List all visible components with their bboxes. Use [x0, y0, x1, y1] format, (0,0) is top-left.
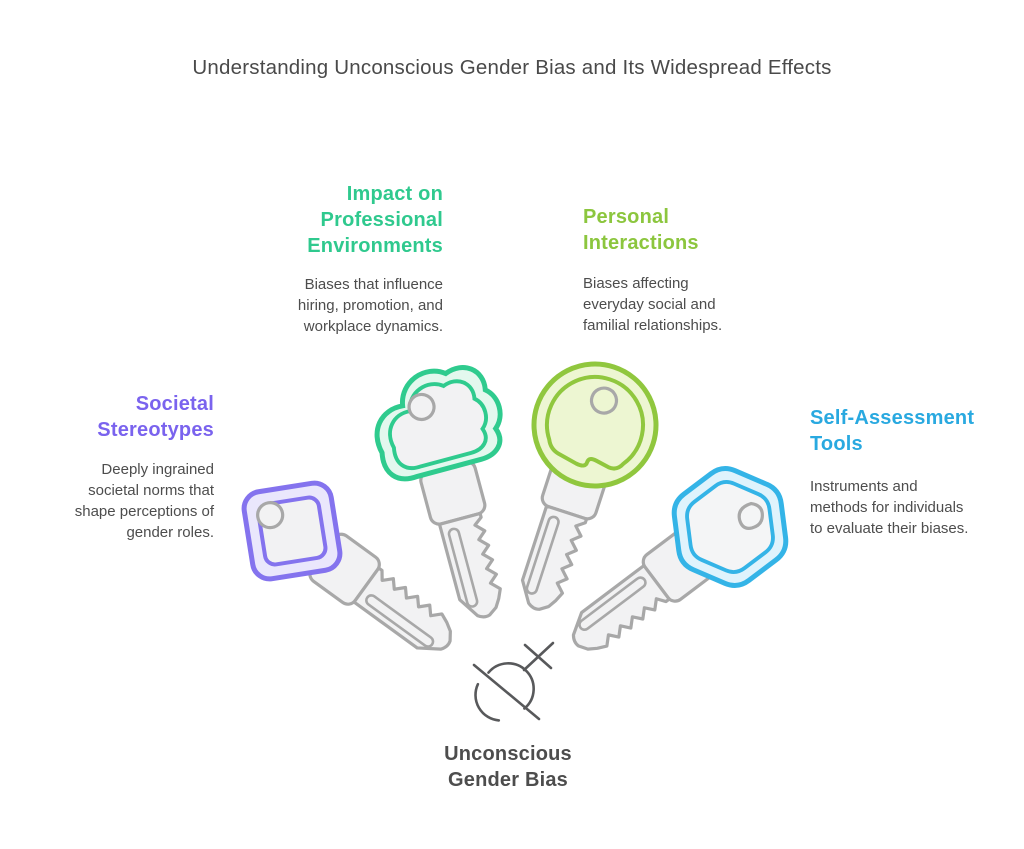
key-shaft [515, 506, 586, 615]
topic-societal-stereotypes [24, 391, 214, 543]
icon-circle-arc-upper [489, 663, 534, 708]
topic-description: Biases that influence hiring, promotion, and workplace dynamics. [297, 276, 443, 335]
topic-self-assessment-tools [810, 405, 995, 539]
topic-description: Instruments and methods for individuals to evaluate their biases. [810, 478, 969, 537]
slashed-gender-symbol-icon [474, 643, 553, 720]
icon-circle-arc-lower [476, 684, 499, 720]
topic-heading: Impact on Professional Environments [307, 183, 443, 257]
key-shaft [354, 568, 460, 661]
topic-heading: Personal Interactions [583, 206, 699, 254]
topic-impact-professional-environments [273, 181, 443, 337]
center-label: Unconscious Gender Bias [444, 743, 572, 791]
topic-heading: Societal Stereotypes [97, 393, 214, 441]
topic-personal-interactions [583, 204, 758, 336]
page-title: Understanding Unconscious Gender Bias and Its Widespread Effects [192, 56, 832, 79]
topic-heading: Self-Assessment Tools [810, 407, 975, 455]
key-shaft [563, 566, 669, 660]
topic-description: Deeply ingrained societal norms that shape perceptions of gender roles. [74, 461, 214, 541]
key-head-outer [518, 348, 672, 502]
topic-description: Biases affecting everyday social and familial relationships. [583, 275, 723, 334]
